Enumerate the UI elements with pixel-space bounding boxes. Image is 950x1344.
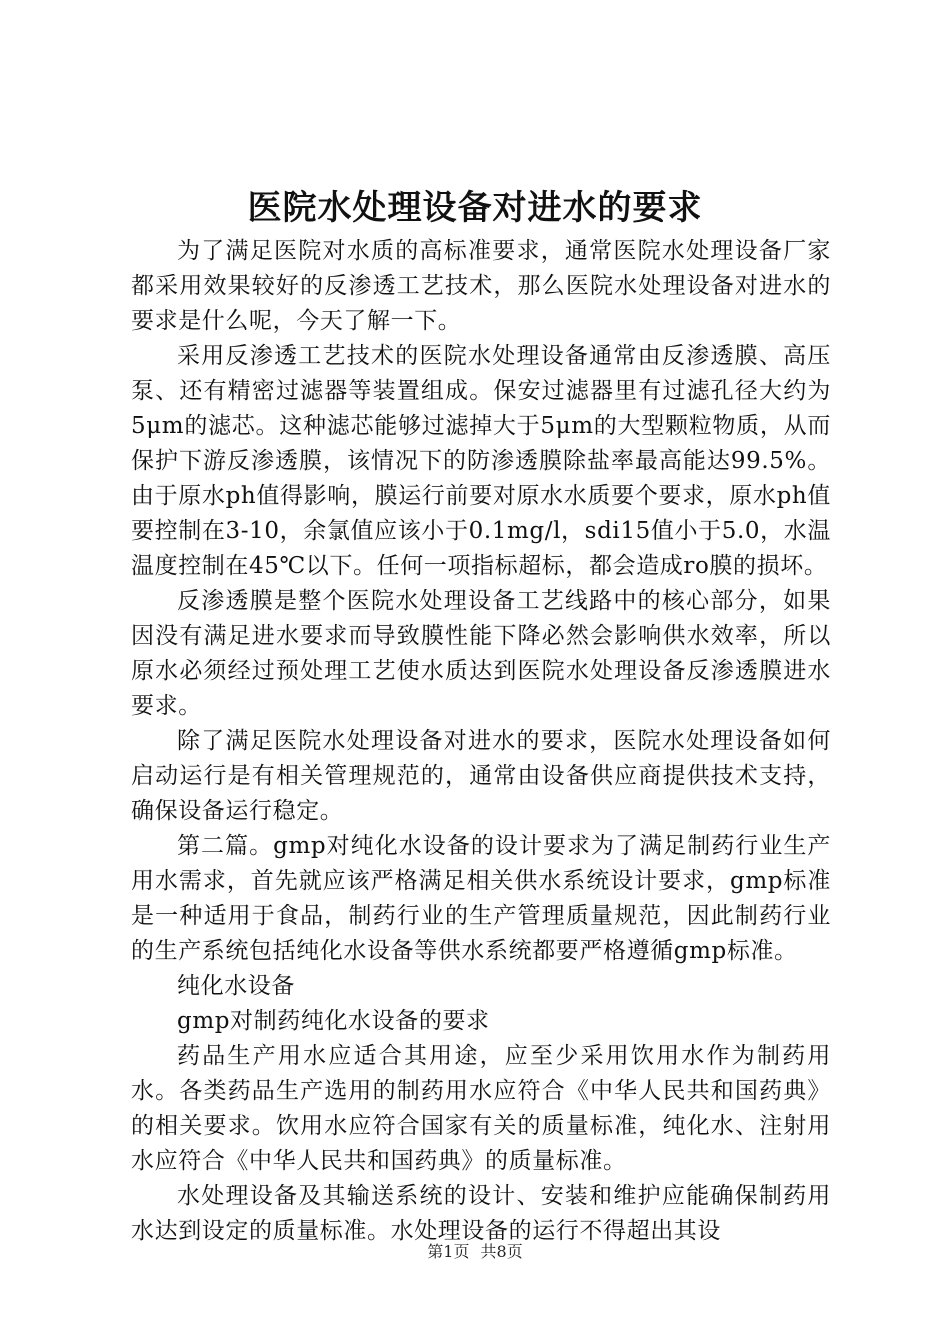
paragraph-ro-membrane: 反渗透膜是整个医院水处理设备工艺线路中的核心部分，如果因没有满足进水要求而导致膜性能下降必然会影响供水效率，所以原水必须经过预处理工艺使水质达到医院水处理设备反渗透膜进水要求。: [131, 588, 831, 719]
paragraph-equipment-design: 水处理设备及其输送系统的设计、安装和维护应能确保制药用水达到设定的质量标准。水处理设备的运行不得超出其设: [131, 1183, 831, 1244]
paragraph-ro-process: 采用反渗透工艺技术的医院水处理设备通常由反渗透膜、高压泵、还有精密过滤器等装置组成。保安过滤器里有过滤孔径大约为5μm的滤芯。这种滤芯能够过滤掉大于5μm的大型颗粒物质，从而保护下游反渗透膜，该情况下的防渗透膜除盐率最高能达99.5%。由于原水ph值得影响，膜运行前要对原水水质要个要求，原水ph值要控制在3-10，余氯值应该小于0.1mg/l，sdi15值小于5.0，水温温度控制在45℃以下。任何一项指标超标，都会造成ro膜的损坏。: [131, 343, 831, 579]
page-total: 共8页: [480, 1242, 523, 1261]
page-footer: [0, 1240, 950, 1264]
paragraph-gmp-intro: 第二篇。gmp对纯化水设备的设计要求为了满足制药行业生产用水需求，首先就应该严格满足相关供水系统设计要求，gmp标准是一种适用于食品，制药行业的生产管理质量规范，因此制药行业的生产系统包括纯化水设备等供水系统都要严格遵循gmp标准。: [131, 833, 831, 964]
paragraph-subheading-equipment: 纯化水设备: [177, 973, 295, 999]
page-number: 第1页: [427, 1242, 470, 1261]
document-body: [131, 234, 831, 1249]
paragraph-intro: 为了满足医院对水质的高标准要求，通常医院水处理设备厂家都采用效果较好的反渗透工艺技术，那么医院水处理设备对进水的要求是什么呢，今天了解一下。: [131, 238, 831, 334]
paragraph-water-usage: 药品生产用水应适合其用途，应至少采用饮用水作为制药用水。各类药品生产选用的制药用水应符合《中华人民共和国药典》的相关要求。饮用水应符合国家有关的质量标准，纯化水、注射用水应符合《中华人民共和国药典》的质量标准。: [131, 1043, 831, 1174]
document-title: 医院水处理设备对进水的要求: [247, 188, 703, 228]
paragraph-subheading-gmp: gmp对制药纯化水设备的要求: [177, 1008, 490, 1034]
paragraph-operation: 除了满足医院水处理设备对进水的要求，医院水处理设备如何启动运行是有相关管理规范的，通常由设备供应商提供技术支持，确保设备运行稳定。: [131, 728, 831, 824]
